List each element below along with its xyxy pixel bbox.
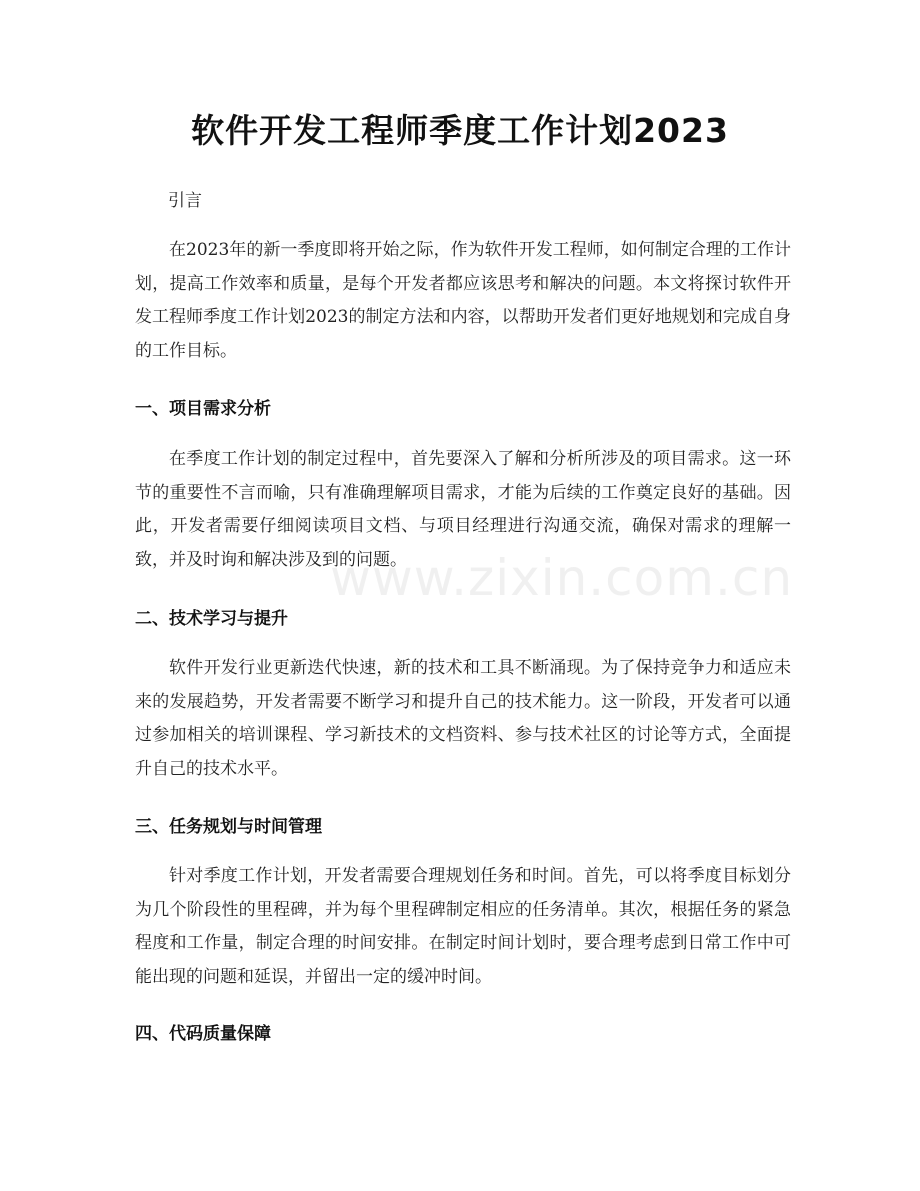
section-paragraph-requirements: 在季度工作计划的制定过程中，首先要深入了解和分析所涉及的项目需求。这一环节的重要性不言而喻，只有准确理解项目需求，才能为后续的工作奠定良好的基础。因此，开发者需要仔细阅读项目文档、与项目经理进行沟通交流，确保对需求的理解一致，并及时询和解决涉及到的问题。 (135, 449, 791, 571)
intro-label: 引言 (168, 191, 202, 211)
section-heading-requirements: 一、项目需求分析 (135, 399, 271, 419)
section-heading-tech-learning: 二、技术学习与提升 (135, 609, 288, 629)
section-paragraph-task-planning: 针对季度工作计划，开发者需要合理规划任务和时间。首先，可以将季度目标划分为几个阶段性的里程碑，并为每个里程碑制定相应的任务清单。其次，根据任务的紧急程度和工作量，制定合理的时间安排。在制定时间计划时，要合理考虑到日常工作中可能出现的问题和延误，并留出一定的缓冲时间。 (135, 866, 791, 988)
watermark: www.zixin.com.cn (330, 549, 794, 607)
section-heading-code-quality: 四、代码质量保障 (135, 1024, 271, 1044)
section-paragraph-tech-learning: 软件开发行业更新迭代快速，新的技术和工具不断涌现。为了保持竞争力和适应未来的发展趋势，开发者需要不断学习和提升自己的技术能力。这一阶段，开发者可以通过参加相关的培训课程、学习新技术的文档资料、参与技术社区的讨论等方式，全面提升自己的技术水平。 (135, 658, 791, 780)
document-title: 软件开发工程师季度工作计划2023 (191, 111, 729, 150)
intro-paragraph: 在2023年的新一季度即将开始之际，作为软件开发工程师，如何制定合理的工作计划，提高工作效率和质量，是每个开发者都应该思考和解决的问题。本文将探讨软件开发工程师季度工作计划2023的制定方法和内容，以帮助开发者们更好地规划和完成自身的工作目标。 (135, 240, 791, 362)
section-heading-task-planning: 三、任务规划与时间管理 (135, 817, 322, 837)
